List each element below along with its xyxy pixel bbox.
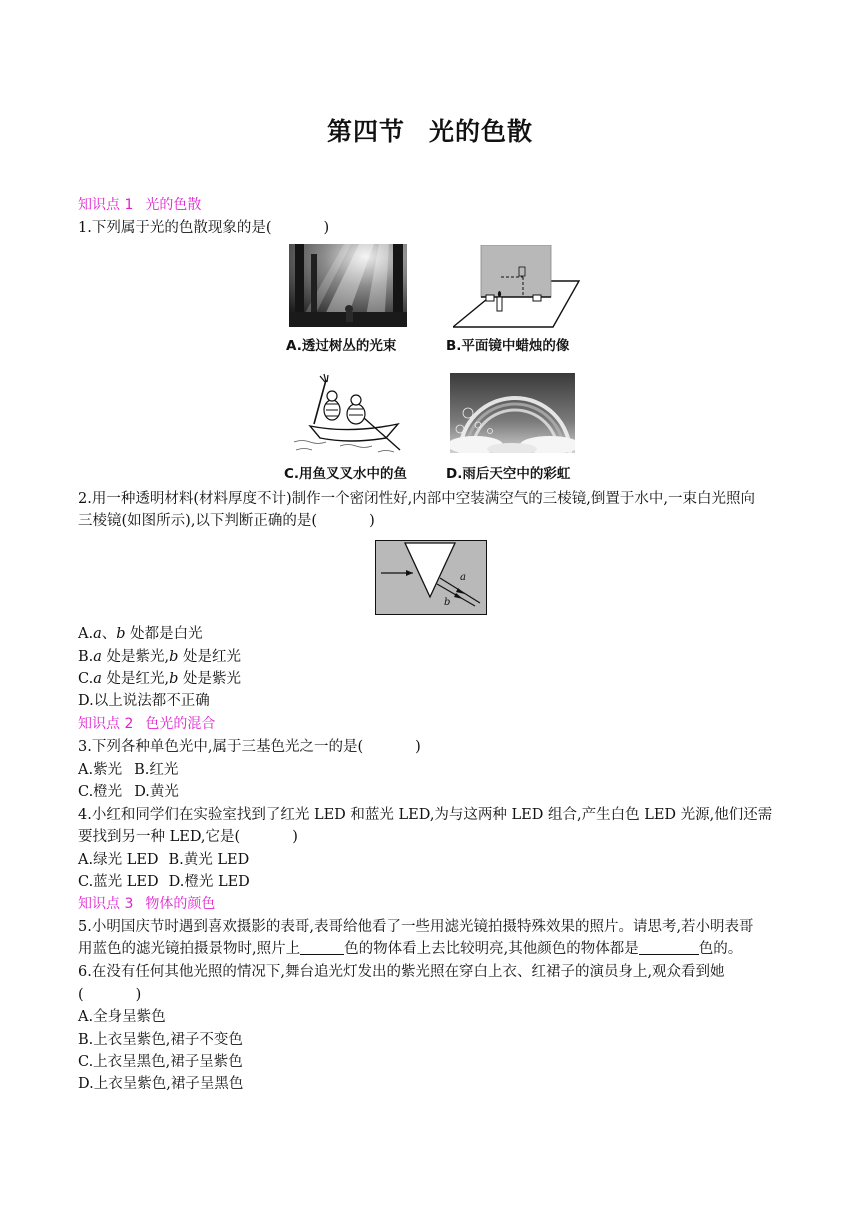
question-2-stem-line1: 2.用一种透明材料(材料厚度不计)制作一个密闭性好,内部中空装满空气的三棱镜,倒置于水中,一束白光照向 [78, 491, 755, 507]
question-2-option-d: D.以上说法都不正确 [78, 693, 210, 709]
section-heading-3: 知识点 3 物体的颜色 [78, 896, 216, 912]
question-2-option-a: A.a、b 处都是白光 [78, 626, 203, 642]
question-4-options-cd: C.蓝光 LED D.橙光 LED [78, 874, 250, 890]
question-6-option-b: B.上衣呈紫色,裙子不变色 [78, 1032, 243, 1048]
answer-blank-1[interactable] [300, 940, 344, 955]
rainbow-photo [450, 373, 575, 453]
question-4-stem-line2: 要找到另一种 LED,它是( ) [78, 829, 298, 845]
question-6-stem-line2: ( ) [78, 987, 142, 1003]
page-title: 第四节 光的色散 [326, 117, 534, 146]
ray-label-b: b [444, 597, 451, 608]
question-6-option-c: C.上衣呈黑色,裙子呈紫色 [78, 1054, 243, 1070]
question-3-stem: 3.下列各种单色光中,属于三基色光之一的是( ) [78, 739, 421, 755]
prism-in-water-diagram [375, 540, 487, 615]
answer-blank-2[interactable] [639, 940, 699, 955]
figure-caption-d: D.雨后天空中的彩虹 [446, 466, 571, 482]
question-3-options-ab: A.紫光 B.红光 [78, 762, 179, 778]
section-heading-1: 知识点 1 光的色散 [78, 197, 202, 213]
question-2-option-b: B.a 处是紫光,b 处是红光 [78, 649, 242, 665]
question-4-options-ab: A.绿光 LED B.黄光 LED [78, 852, 250, 868]
figure-caption-b: B.平面镜中蜡烛的像 [446, 338, 570, 354]
figure-caption-a: A.透过树丛的光束 [286, 338, 397, 354]
figure-caption-c: C.用鱼叉叉水中的鱼 [284, 466, 408, 482]
question-3-options-cd: C.橙光 D.黄光 [78, 784, 179, 800]
ray-label-a: a [460, 572, 466, 583]
question-5-stem-line2: 用蓝色的滤光镜拍摄景物时,照片上 色的物体看上去比较明亮,其他颜色的物体都是 色的。 [78, 941, 743, 957]
plane-mirror-candle-diagram [453, 245, 581, 330]
question-2-stem-line2: 三棱镜(如图所示),以下判断正确的是( ) [78, 513, 375, 529]
question-4-stem-line1: 4.小红和同学们在实验室找到了红光 LED 和蓝光 LED,为与这两种 LED 组合,产生白色 LED 光源,他们还需 [78, 807, 773, 823]
question-1-stem: 1.下列属于光的色散现象的是( ) [78, 220, 330, 236]
question-6-option-d: D.上衣呈紫色,裙子呈黑色 [78, 1076, 244, 1092]
section-heading-2: 知识点 2 色光的混合 [78, 716, 216, 732]
spear-fishing-drawing [290, 372, 405, 458]
question-2-option-c: C.a 处是红光,b 处是紫光 [78, 671, 241, 687]
question-5-stem-line1: 5.小明国庆节时遇到喜欢摄影的表哥,表哥给他看了一些用滤光镜拍摄特殊效果的照片。请思考,若小明表哥 [78, 919, 754, 935]
question-6-option-a: A.全身呈紫色 [78, 1009, 166, 1025]
question-6-stem-line1: 6.在没有任何其他光照的情况下,舞台追光灯发出的紫光照在穿白上衣、红裙子的演员身上,观众看到她 [78, 964, 725, 980]
forest-light-photo [289, 244, 407, 327]
